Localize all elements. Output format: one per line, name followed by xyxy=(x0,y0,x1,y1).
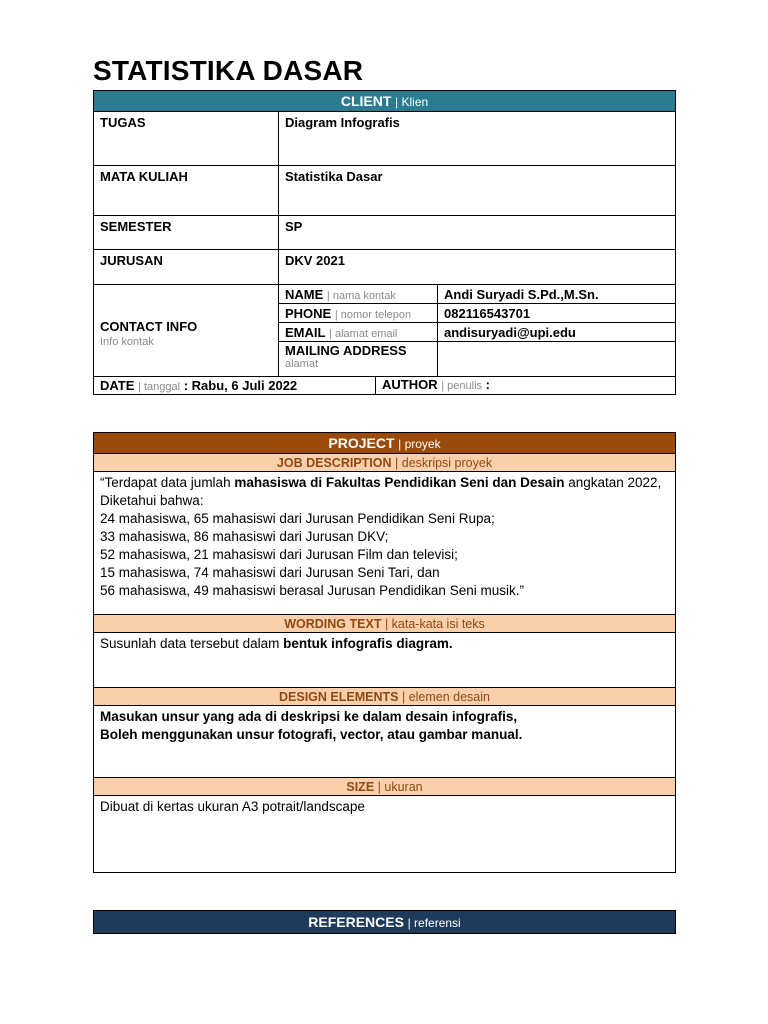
design-elements-sub: elemen desain xyxy=(408,689,490,704)
client-row-jurusan xyxy=(94,250,676,285)
job-description-sub: deskripsi proyek xyxy=(401,455,493,470)
job-line: 33 mahasiswa, 86 mahasiswi dari Jurusan DKV; xyxy=(100,529,389,544)
author-label: AUTHOR xyxy=(382,377,438,392)
phone-value: 082116543701 xyxy=(438,304,676,323)
client-row-mata-kuliah xyxy=(94,166,676,216)
project-table xyxy=(93,432,676,873)
name-value: Andi Suryadi S.Pd.,M.Sn. xyxy=(438,285,676,304)
date-value: Rabu, 6 Juli 2022 xyxy=(191,378,298,393)
job-line: Diketahui bahwa: xyxy=(100,493,204,508)
project-header: PROJECT | proyek xyxy=(94,433,676,454)
date-label: DATE xyxy=(100,378,135,393)
row-label: TUGAS xyxy=(94,112,279,166)
size-sub: ukuran xyxy=(384,779,423,794)
mailing-sub: alamat xyxy=(285,358,319,370)
contact-phone-row: PHONE | nomor telepon 082116543701 xyxy=(94,304,676,323)
job-line: 24 mahasiswa, 65 mahasiswi dari Jurusan Pendidikan Seni Rupa; xyxy=(100,511,495,526)
contact-info-cell xyxy=(94,285,279,377)
page-title: STATISTIKA DASAR xyxy=(93,55,364,86)
wording-text-body: Susunlah data tersebut dalam bentuk infografis diagram. xyxy=(94,633,676,688)
email-sub: alamat email xyxy=(335,327,398,340)
row-label: JURUSAN xyxy=(94,250,279,285)
job-description-header: JOB DESCRIPTION | deskripsi proyek xyxy=(94,454,676,472)
size-header: SIZE | ukuran xyxy=(94,778,676,796)
size-body: Dibuat di kertas ukuran A3 potrait/landscape xyxy=(94,796,676,873)
design-elements-label: DESIGN ELEMENTS xyxy=(279,689,399,704)
date-sub: tanggal xyxy=(143,381,181,393)
author-sub: penulis xyxy=(447,380,483,392)
name-label: NAME xyxy=(285,286,324,302)
project-header-title: PROJECT xyxy=(328,435,395,451)
row-label: MATA KULIAH xyxy=(94,166,279,216)
job-description-label: JOB DESCRIPTION xyxy=(276,455,392,470)
job-description-body: “Terdapat data jumlah mahasiswa di Fakultas Pendidikan Seni dan Desain angkatan 2022, Diketahui bahwa: 24 mahasiswa, 65 mahasiswi dari Jurusan Pendidikan Seni Rupa; 33 mahasiswa, 86 mahasiswi dari Jurusan DKV; 52 mahasiswa, 21 mahasiswi dari Jurusan Film dan televisi; 15 mahasiswa, 74 mahasiswi dari Jurusan Seni Tari, dan 56 mahasiswa, 49 mahasiswi berasal Jurusan Pendidikan Seni musik.” xyxy=(94,472,676,615)
mailing-value xyxy=(438,342,676,377)
phone-sub: nomor telepon xyxy=(340,308,412,321)
size-label: SIZE xyxy=(346,779,375,794)
contact-email-row: EMAIL | alamat email andisuryadi@upi.edu xyxy=(94,323,676,342)
email-label: EMAIL xyxy=(285,324,326,340)
mailing-label: MAILING ADDRESS xyxy=(285,343,407,358)
row-value: SP xyxy=(279,216,676,250)
contact-info-label: CONTACT INFO xyxy=(100,319,198,334)
references-header-title: REFERENCES xyxy=(308,914,404,930)
wording-text-label: WORDING TEXT xyxy=(284,616,382,631)
design-elements-body: Masukan unsur yang ada di deskripsi ke dalam desain infografis, Boleh menggunakan unsur fotografi, vector, atau gambar manual. xyxy=(94,706,676,778)
job-line: 56 mahasiswa, 49 mahasiswi berasal Jurusan Pendidikan Seni musik.” xyxy=(100,583,524,598)
client-table xyxy=(93,90,676,395)
wording-text-header: WORDING TEXT | kata-kata isi teks xyxy=(94,615,676,633)
row-label: SEMESTER xyxy=(94,216,279,250)
row-value: DKV 2021 xyxy=(279,250,676,285)
project-header-sub: proyek xyxy=(404,437,441,451)
design-elements-header: DESIGN ELEMENTS | elemen desain xyxy=(94,688,676,706)
client-header: CLIENT | Klien xyxy=(94,91,676,112)
client-header-sub: Klien xyxy=(401,95,429,109)
client-row-semester xyxy=(94,216,676,250)
references-header-sub: referensi xyxy=(414,916,461,930)
job-line: 52 mahasiswa, 21 mahasiswi dari Jurusan Film dan televisi; xyxy=(100,547,458,562)
row-value: Statistika Dasar xyxy=(279,166,676,216)
name-sub: nama kontak xyxy=(332,289,396,302)
references-table xyxy=(93,910,676,934)
contact-info-sub: Info kontak xyxy=(100,336,154,348)
date-author-row: DATE | tanggal : Rabu, 6 Juli 2022 AUTHOR | penulis : xyxy=(94,377,676,395)
phone-label: PHONE xyxy=(285,305,332,321)
row-value: Diagram Infografis xyxy=(279,112,676,166)
references-header: REFERENCES | referensi xyxy=(94,911,676,934)
client-header-title: CLIENT xyxy=(340,93,392,109)
client-row-tugas xyxy=(94,112,676,166)
email-value: andisuryadi@upi.edu xyxy=(438,323,676,342)
contact-name-row: CONTACT INFO Info kontak NAME | nama kontak Andi Suryadi S.Pd.,M.Sn. xyxy=(94,285,676,304)
wording-text-sub: kata-kata isi teks xyxy=(391,616,485,631)
job-line: 15 mahasiswa, 74 mahasiswi dari Jurusan Seni Tari, dan xyxy=(100,565,440,580)
